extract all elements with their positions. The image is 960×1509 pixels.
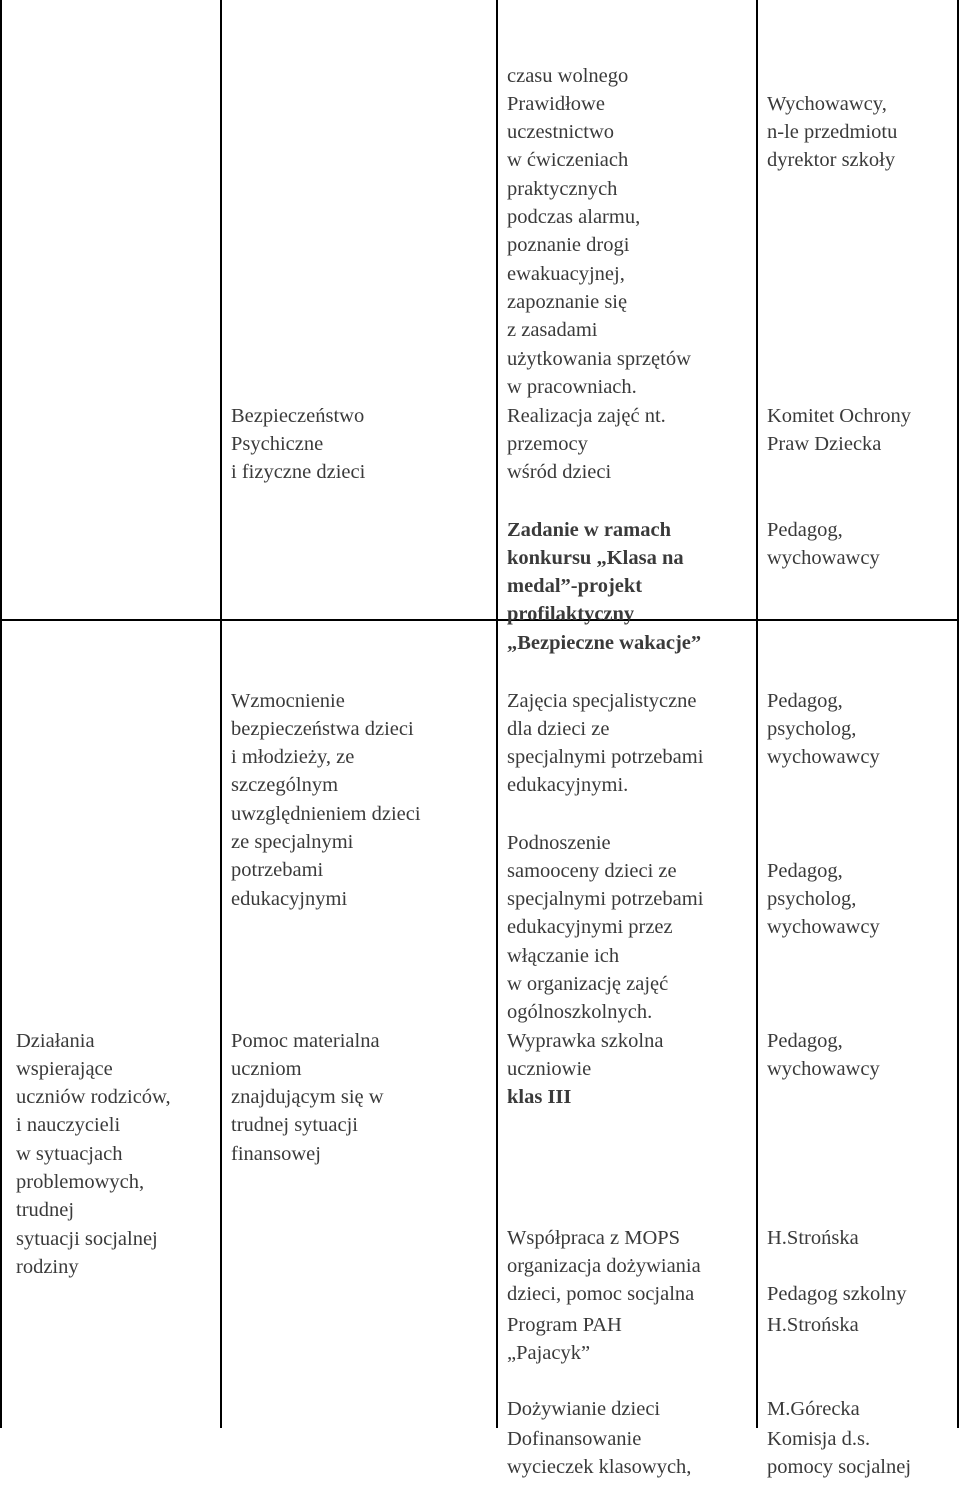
cell-pedagog-1: Pedagog, wychowawcy	[767, 518, 880, 569]
table-border-col2	[220, 0, 222, 1428]
table-border-col3	[496, 0, 498, 1428]
cell-komisja: Komisja d.s. pomocy socjalnej	[767, 1427, 912, 1478]
cell-dzialania: Działania wspierające uczniów rodziców, i nauczycieli w sytuacjach problemowych, trudnej sytuacji socjalnej rodziny	[16, 1029, 171, 1278]
cell-dozywianie: Dożywianie dzieci	[507, 1397, 661, 1420]
cell-pedagog-szkolny: Pedagog szkolny	[767, 1282, 907, 1305]
cell-pah: Program PAH „Pajacyk”	[507, 1313, 622, 1364]
cell-mops: Współpraca z MOPS organizacja dożywiania dzieci, pomoc socjalna	[507, 1226, 701, 1306]
cell-gorecka: M.Górecka	[767, 1397, 860, 1420]
cell-komitet: Komitet Ochrony Praw Dziecka	[767, 404, 912, 455]
cell-pomoc-materialna: Pomoc materialna uczniom znajdującym się w trudnej sytuacji finansowej	[231, 1029, 384, 1165]
table-border-left	[0, 0, 2, 1428]
cell-pedagog-3: Pedagog, psycholog, wychowawcy	[767, 859, 880, 939]
cell-konkurs: Zadanie w ramach konkursu „Klasa na medal”-projekt profilaktyczny „Bezpieczne wakacje”	[507, 518, 702, 654]
cell-wyprawka: Wyprawka szkolna uczniowie klas III	[507, 1029, 664, 1109]
cell-wychowawcy: Wychowawcy, n-le przedmiotu dyrektor szkoły	[767, 92, 898, 172]
cell-stronska-2: H.Strońska	[767, 1313, 859, 1336]
cell-stronska-1: H.Strońska	[767, 1226, 859, 1249]
cell-samoocena: Podnoszenie samooceny dzieci ze specjalnymi potrzebami edukacyjnymi przez włączanie ich w organizację zajęć ogólnoszkolnych.	[507, 831, 704, 1024]
cell-pedagog-2: Pedagog, psycholog, wychowawcy	[767, 689, 880, 769]
table-border-right	[957, 0, 959, 1428]
cell-dofinansowanie: Dofinansowanie wycieczek klasowych,	[507, 1427, 692, 1478]
cell-wzmocnienie: Wzmocnienie bezpieczeństwa dzieci i młodzieży, ze szczególnym uwzględnieniem dzieci ze specjalnymi potrzebami edukacyjnymi	[231, 689, 421, 910]
cell-pedagog-4: Pedagog, wychowawcy	[767, 1029, 880, 1080]
cell-cwiczenia: czasu wolnego Prawidłowe uczestnictwo w ćwiczeniach praktycznych podczas alarmu, poznanie drogi ewakuacyjnej, zapoznanie się z zasadami użytkowania sprzętów w pracowniach.	[507, 64, 691, 398]
cell-zajecia-specjalistyczne: Zajęcia specjalistyczne dla dzieci ze specjalnymi potrzebami edukacyjnymi.	[507, 689, 704, 797]
cell-przemoc: Realizacja zajęć nt. przemocy wśród dzieci	[507, 404, 666, 484]
cell-bezpieczenstwo: Bezpieczeństwo Psychiczne i fizyczne dzieci	[231, 404, 366, 484]
row-divider	[0, 619, 959, 621]
table-border-col4	[756, 0, 758, 1428]
